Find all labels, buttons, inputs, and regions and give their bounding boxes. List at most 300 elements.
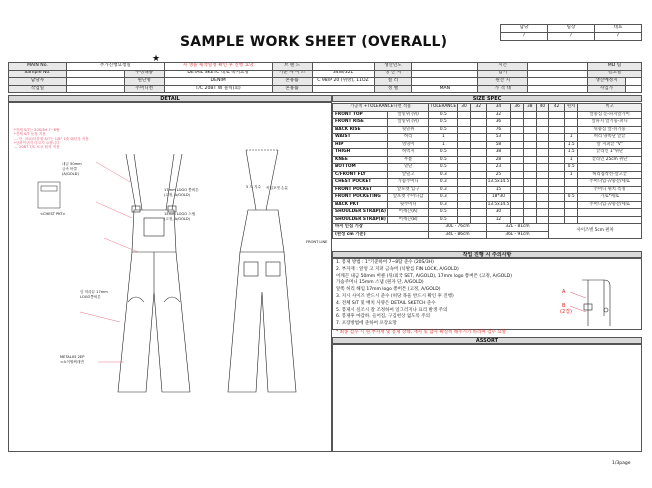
spec-kr: 허리 [387, 134, 428, 142]
spec-header-note: 비고 [578, 104, 642, 112]
spec-34: 23 [486, 164, 511, 172]
spec-32 [470, 179, 486, 187]
spec-dev [564, 126, 577, 134]
spec-34: 28 [486, 156, 511, 164]
note-line: 6. 봉제후 마감하. 들어짐, 구김현상 없도록 주의 [336, 314, 430, 320]
spec-name: FRONT RISE [333, 119, 388, 127]
page-title: SAMPLE WORK SHEET (OVERALL) [180, 34, 448, 50]
due-label: 납기 [478, 70, 528, 78]
spec-34: 13.5x14.5 [487, 201, 510, 207]
spec-row [333, 164, 642, 172]
spec-40 [536, 164, 549, 172]
spec-42 [549, 209, 565, 217]
spec-42 [549, 111, 565, 119]
spec-34: 32 [486, 111, 511, 119]
header-info-table [8, 62, 642, 93]
spec-30 [458, 209, 471, 217]
final-warning: * 최종 검수 시 원.부자재 및 봉제 상태, 재사 및 합사 확실히 해주시기 바라며 검수 요망 [336, 330, 507, 335]
approval-header-1: 담당 [501, 25, 548, 33]
spec-note: 허리접착선-앞고끝 [578, 171, 642, 179]
price-value [528, 85, 588, 93]
spec-note: 주머니 위치 측정 [578, 186, 642, 194]
spec-40 [536, 186, 549, 194]
spec-row [333, 209, 642, 217]
spec-note: 앞중심 문-파지앞가이 [578, 111, 642, 119]
spec-40 [536, 194, 549, 202]
spec-32 [470, 141, 486, 149]
color-value [412, 78, 478, 86]
spec-36 [511, 201, 524, 209]
spec-42 [549, 201, 565, 209]
metal-note-1: METALX5 2EP [60, 355, 85, 359]
spec-38 [523, 201, 536, 209]
spec-kr: 앞덮고 [387, 171, 428, 179]
spec-32 [470, 209, 486, 217]
spec-32 [470, 111, 486, 119]
schedule-note: 자 생플 제작일정 확인 후 진행 요망 [164, 63, 272, 71]
spec-38 [523, 156, 536, 164]
spec-note: 뒤중심 앞-뒤기둥 [578, 126, 642, 134]
buy-price-label: 사입가 [587, 85, 625, 93]
spec-30 [458, 111, 471, 119]
spec-34: 38 [486, 149, 511, 157]
spec-tolerance: 0.5 [429, 209, 458, 217]
spec-32 [470, 201, 486, 209]
spec-name: BACK RISE [333, 126, 388, 134]
callout-lines [80, 162, 138, 362]
note-line: 7. 포장방법에 준하여 포장요망 [336, 321, 397, 327]
annotation-line: *전체 S/T는 20S/3H 7~8땀 [14, 128, 60, 132]
spec-dev [564, 201, 577, 209]
inseam-label-1: 바지 인심 기장 [333, 224, 429, 232]
spec-tolerance: 0.5 [429, 156, 458, 164]
spec-name: FRONT POCKETING [333, 194, 388, 202]
spec-34: 36 [486, 119, 511, 127]
spec-40 [536, 149, 549, 157]
annotation-line: *전체 S/T 동정 적용 [14, 132, 46, 137]
spec-30 [458, 134, 471, 142]
note-line: 3. 지시 사이즈 반드시 준수 (허당 목울 반드시 확인 후 진행) [336, 293, 454, 299]
spec-tolerance: 0.5 [429, 164, 458, 172]
spec-note [578, 164, 642, 172]
spec-tolerance: 0.5 [429, 126, 458, 134]
result-label: 결고일 [587, 70, 641, 78]
spec-dev [564, 119, 577, 127]
spec-38 [523, 149, 536, 157]
spec-42 [549, 171, 565, 179]
spec-kr: 어깨끈(A) [387, 209, 428, 217]
spec-38 [523, 141, 536, 149]
spec-name: BOTTOM [333, 164, 388, 172]
spec-dev [564, 179, 577, 187]
spec-kr: 뒷밑위 [387, 126, 428, 134]
spec-38 [523, 171, 536, 179]
spec-name: FRONT POCKET [333, 186, 388, 194]
spec-kr: 앞포켓 입구 [387, 186, 428, 194]
mid-annotation-4: 17mm LOGO 쫑버튼 [164, 188, 199, 192]
spec-row [333, 201, 642, 209]
year-value [412, 63, 478, 71]
note-line: 4. 전체 S/T 및 배치 사양은 DETAIL SKETCH 준수 [336, 300, 436, 306]
note-line: 앞쪽 허리 해임 17mm logo 쫑버튼 (고정, A/GOLD) [336, 287, 441, 293]
spec-32 [470, 156, 486, 164]
spec-header-32: 32 [470, 104, 486, 112]
inseam-note: 사이즈별 5cm 편차 [549, 224, 642, 239]
mid-annotation-2: 금속 버클 [62, 167, 78, 171]
sample-no-value [66, 70, 124, 78]
mid-annotation-1: 내금 50mm [62, 162, 82, 166]
spec-38 [523, 179, 536, 187]
spec-36 [511, 179, 524, 187]
spec-30 [458, 216, 471, 224]
spec-name: BACK PKT [333, 201, 388, 209]
spec-38 [523, 164, 536, 172]
spec-tolerance: 0.5 [429, 111, 458, 119]
spec-header-42: 42 [549, 104, 565, 112]
spec-kr: 밑단 [387, 164, 428, 172]
spec-36 [511, 134, 524, 142]
approval-box [500, 24, 642, 41]
spec-row [333, 119, 642, 127]
inseam-value-3: 34L - 86cm [429, 231, 486, 239]
star-marker: ★ [152, 54, 161, 64]
spec-tolerance: 0.3 [429, 194, 458, 202]
spec-36 [511, 126, 524, 134]
page-number: 1/3page [612, 461, 631, 466]
year-label: 생산년도 [374, 63, 412, 71]
approval-value-1: / [501, 33, 548, 41]
spec-note: 주머니입구/중간/세로 [578, 201, 642, 209]
spec-tolerance: 0.5 [429, 119, 458, 127]
spec-dev [564, 209, 577, 217]
spec-38 [523, 111, 536, 119]
chest-pocket-detail [38, 182, 60, 208]
blend2-value [312, 85, 374, 93]
spec-dev: 0.5 [564, 194, 577, 202]
spec-name: CHEST POCKET [333, 179, 388, 187]
spec-row [333, 156, 642, 164]
spec-40 [536, 134, 549, 142]
spec-34: 58 [486, 141, 511, 149]
spec-note: 끝라인 1"위단 [578, 149, 642, 157]
right-annotation-3: FRONT LINE [306, 240, 328, 244]
annotation-line: --- 단, 파워/더블원 S/T는 1/8" 1줄 패턴상 적용 [14, 136, 89, 141]
spec-36 [511, 194, 524, 202]
spec-tail-row-1 [333, 224, 642, 232]
inseam-value-4: 36L - 91cm [486, 231, 549, 239]
spec-30 [458, 141, 471, 149]
spec-note: 가로*세로 [578, 194, 642, 202]
spec-32 [470, 126, 486, 134]
plant-label: 생산예정지 [587, 78, 625, 86]
buy-price-value [625, 85, 641, 93]
spec-note [578, 209, 642, 217]
detail-section-bar: DETAIL [8, 95, 332, 102]
spec-40 [536, 216, 549, 224]
spec-header-row [333, 104, 642, 112]
origin-value [528, 78, 588, 86]
spec-32 [470, 149, 486, 157]
spec-note: 허리 양쪽단 앞끝 [578, 134, 642, 142]
spec-kr: 엉덩이 [387, 141, 428, 149]
spec-42 [549, 216, 565, 224]
spec-row [333, 126, 642, 134]
color-label: 컬 러 [374, 78, 412, 86]
mid-annotation-8: 앞 허리끝 17mm [80, 290, 108, 294]
spec-row [333, 179, 642, 187]
spec-name: FRONT TOP [333, 111, 388, 119]
spec-36 [511, 216, 524, 224]
spec-38 [523, 209, 536, 217]
price-label: 가 격 대 [478, 85, 528, 93]
spec-note [578, 216, 642, 224]
assort-label-b2: (2겹) [560, 309, 572, 315]
spec-name: THIGH [333, 149, 388, 157]
spec-header-40: 40 [536, 104, 549, 112]
fabric-value: DENIM [164, 78, 272, 86]
spec-42 [549, 164, 565, 172]
brand-value [312, 63, 374, 71]
strap-detail-sketch [560, 276, 640, 332]
spec-34: 15 [486, 186, 511, 194]
spec-36 [511, 149, 524, 157]
spec-40 [536, 209, 549, 217]
spec-38 [523, 194, 536, 202]
spec-36 [511, 119, 524, 127]
mid-annotation-7: (고정, A/GOLD) [164, 217, 191, 221]
inseam-value-2: 32L - 81cm [486, 224, 549, 232]
spec-30 [458, 179, 471, 187]
blend2-label: 혼용률 [272, 85, 312, 93]
spec-32 [470, 119, 486, 127]
spec-42 [549, 186, 565, 194]
spec-header-item: 가공치 +TOLERANCE다면 적용 [333, 104, 429, 112]
spec-name: HIP [333, 141, 388, 149]
spec-40 [536, 111, 549, 119]
size-spec-section-bar: SIZE SPEC [332, 95, 642, 102]
spec-row [333, 111, 642, 119]
spec-34: 30 [486, 209, 511, 217]
spec-40 [536, 179, 549, 187]
spec-34: 76 [486, 126, 511, 134]
spec-36 [511, 164, 524, 172]
spec-38 [523, 216, 536, 224]
spec-dev: 1 [564, 171, 577, 179]
spec-34: 25 [486, 171, 511, 179]
spec-36 [511, 156, 524, 164]
spec-40 [536, 156, 549, 164]
spec-kr: 앞포켓 주머니감 [387, 194, 428, 202]
spec-header-38: 38 [523, 104, 536, 112]
spec-36 [511, 171, 524, 179]
spec-32 [470, 164, 486, 172]
spec-row [333, 171, 642, 179]
blend-label: 혼용률 [272, 78, 312, 86]
approval-header-3: 대표 [595, 25, 642, 33]
main-no-label: MAIN No. [9, 63, 67, 71]
spec-32 [470, 194, 486, 202]
spec-tolerance: 0.3 [429, 186, 458, 194]
spec-30 [458, 119, 471, 127]
spec-40 [536, 201, 549, 209]
season-value [528, 63, 588, 71]
spec-tolerance: 0.5 [429, 149, 458, 157]
spec-dev: 0.5 [564, 164, 577, 172]
work-date-value [66, 85, 124, 93]
spec-row [333, 149, 642, 157]
spec-32 [470, 186, 486, 194]
mid-annotation-9: LOGO쫑버튼 [80, 295, 101, 299]
spec-name: C/FRONT FLY [333, 171, 388, 179]
base-size-value: 34W/32L [312, 70, 374, 78]
spec-kr: 앞밑위 (위) [387, 119, 428, 127]
spec-30 [458, 186, 471, 194]
left-top-annotations [14, 128, 89, 149]
approval-value-3: / [595, 33, 642, 41]
work-notes-bar: 작업 진행 시 주의사항 [332, 251, 642, 258]
spec-dev: 1 [564, 134, 577, 142]
sample-no-label: Sample No. [9, 70, 67, 78]
spec-38 [523, 119, 536, 127]
spec-42 [549, 126, 565, 134]
spec-kr: 무릎 [387, 156, 428, 164]
spec-30 [458, 126, 471, 134]
right-annotation-1: 5 도 지수 [246, 185, 261, 189]
spec-tolerance: 0.3 [429, 179, 458, 187]
spec-40 [536, 171, 549, 179]
inseam-value-1: 30L - 76cm [429, 224, 486, 232]
spec-32 [470, 171, 486, 179]
spec-34: 13.5x14.5 [487, 179, 510, 184]
spec-tolerance: 0.3 [429, 171, 458, 179]
chest-pkt-label: <CHEST PKT> [40, 212, 66, 216]
annotation-line: *앞파이넨지 다르지 요합니다 [14, 140, 60, 145]
spec-dev: 1 [564, 156, 577, 164]
spec-36 [511, 141, 524, 149]
spec-note: 주머니입구/중간/세로 [578, 179, 642, 187]
spec-tolerance: 0.3 [429, 201, 458, 209]
note-line: 1. 봉제 방법 : 1"기준하여 7~8땀 준수 (20S/3H) [336, 260, 434, 265]
mid-annotation-3: (A/GOLD) [62, 172, 79, 176]
due-value [528, 70, 588, 78]
spec-32 [470, 216, 486, 224]
spec-42 [549, 194, 565, 202]
approval-header-2: 팀장 [548, 25, 595, 33]
add-request-label: 추가진행요청일 [66, 63, 164, 71]
spec-dev [564, 111, 577, 119]
manager-value [66, 78, 124, 86]
md-team-label: MD 팀 [587, 63, 641, 71]
spec-42 [549, 156, 565, 164]
spec-note: 앞 지퍼끝 "V" [578, 141, 642, 149]
brand-label: 브 랜 드 [272, 63, 312, 71]
size-spec-table [332, 103, 642, 239]
spec-note: 앞파지 앞기둥-퍼니 [578, 119, 642, 127]
spec-note: 끝라인 25cm 위단 [578, 156, 642, 164]
spec-row [333, 194, 642, 202]
spec-row [333, 186, 642, 194]
spec-36 [511, 111, 524, 119]
mid-annotation-6: 15mm LOGO 스냅 [164, 212, 196, 216]
spec-36 [511, 209, 524, 217]
work-date-label: 작업일 [9, 85, 67, 93]
season-label: 시즌 [478, 63, 528, 71]
spec-kr: 어깨끈(B) [387, 216, 428, 224]
mid-annotation-5: (고정, A/GOLD) [164, 193, 191, 197]
spec-30 [458, 156, 471, 164]
spec-kr: 앞밑위 (위) [387, 111, 428, 119]
spec-tolerance: 0.5 [429, 216, 458, 224]
spec-kr: 뒷주머니 [387, 201, 428, 209]
spec-40 [536, 119, 549, 127]
spec-42 [549, 141, 565, 149]
spec-42 [549, 149, 565, 157]
spec-34: 18*30 [486, 194, 511, 202]
factory-value [412, 70, 478, 78]
fabric-label: 원단명 [124, 78, 164, 86]
revision-label: 수정내용 [124, 70, 164, 78]
spec-38 [523, 134, 536, 142]
spec-38 [523, 126, 536, 134]
spec-tolerance: 1 [429, 134, 458, 142]
origin-label: 원산 지 [478, 78, 528, 86]
spec-30 [458, 194, 471, 202]
spec-30 [458, 171, 471, 179]
spec-40 [536, 141, 549, 149]
plant-value [625, 78, 641, 86]
note-line: 2. 부자재 : 앞엉 고 지퍼 금속버 (넉발를 FIN LOCK, A/GOLD) [336, 266, 459, 272]
spec-header-tol: TOLERANCE [430, 104, 457, 109]
spec-header-36: 36 [511, 104, 524, 112]
spec-row [333, 141, 642, 149]
spec-38 [523, 186, 536, 194]
spec-name: KNEE [333, 156, 388, 164]
spec-40 [536, 126, 549, 134]
work-notes-list [336, 260, 512, 328]
spec-30 [458, 164, 471, 172]
gender-value: MAN [412, 85, 478, 93]
spec-row [333, 134, 642, 142]
note-line: 가슴주머니 15mm 스냅 (원자 단, A/GOLD) [336, 280, 424, 286]
annotation-line: --- 20BT T/C 포코 원척 적용 [14, 145, 60, 150]
inseam-label-2: (완성 cm 기준) [333, 231, 429, 239]
gender-label: 성 별 [374, 85, 412, 93]
approval-value-2: / [548, 33, 595, 41]
metal-note-2: <쇼이할찌대면 [60, 360, 84, 364]
spec-kr: 허벅지 [387, 149, 428, 157]
assort-label-a: A [562, 289, 566, 295]
spec-30 [458, 201, 471, 209]
spec-header-30: 30 [458, 104, 471, 112]
spec-42 [549, 119, 565, 127]
manager-label: 담당자 [9, 78, 67, 86]
spec-name: SHOULDER STRAP(A) [333, 209, 388, 217]
overall-sketch [8, 102, 332, 452]
assort-frame [332, 344, 642, 452]
spec-header-dev: 편차 [564, 104, 577, 112]
spec-32 [470, 134, 486, 142]
spec-tolerance: 1 [429, 141, 458, 149]
factory-label: 생 산 처 [374, 70, 412, 78]
spec-dev: 1.5 [564, 141, 577, 149]
pocket-value: T/C 20BT W 블릭(회) [164, 85, 272, 93]
note-line: 5. 봉제시 실조시 잘 조정하여 일그러지나 표리 발생 주의 [336, 307, 448, 313]
blend-value: C 98/P 20 (위방), 11OZ [312, 78, 374, 86]
note-line: 어깨끈 내금 50mm 버클 (뒤/외국 SET, A/GOLD), 17mm logo 쫑버튼 (고정, A/GOLD) [336, 273, 513, 279]
assort-bar: ASSORT [332, 337, 642, 344]
spec-36 [511, 186, 524, 194]
spec-kr: 가슴주머니 [387, 179, 428, 187]
